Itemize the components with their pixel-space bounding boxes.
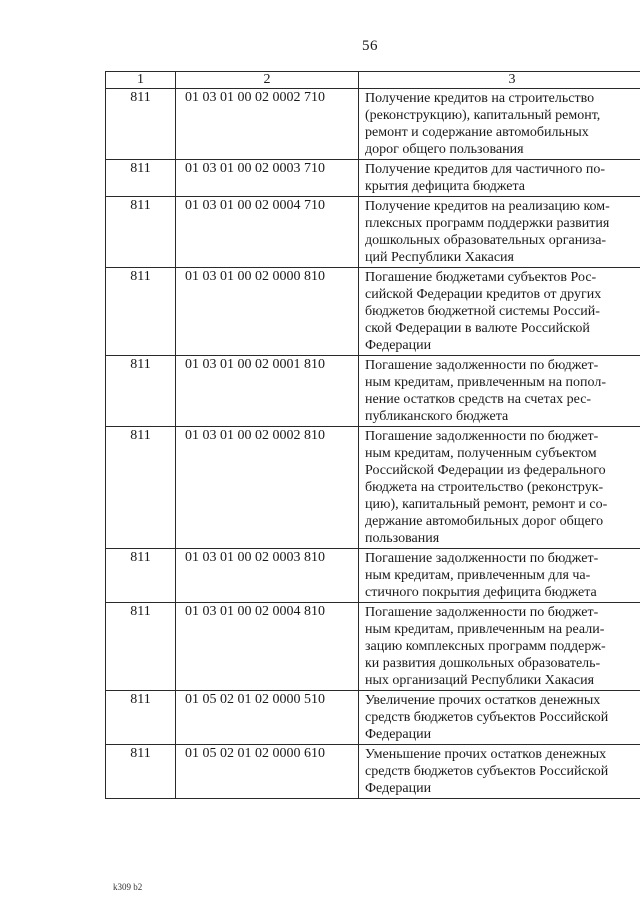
description-line: средств бюджетов субъектов Российской [365,710,609,725]
budget-code-cell: 01 05 02 01 02 0000 610 [176,745,359,799]
description-line: пользования [365,531,440,546]
description-line: Федерации [365,338,432,353]
table-row [106,691,640,745]
admin-code-cell: 811 [106,160,176,197]
description-line: крытия дефицита бюджета [365,179,526,194]
description-cell [359,197,640,268]
description-line: ным кредитам, полученным субъектом [365,446,597,461]
description-line: Погашение задолженности по бюджет- [365,358,599,373]
budget-code-cell: 01 03 01 00 02 0004 810 [176,603,359,691]
description-line: Федерации [365,727,432,742]
description-cell [359,603,640,691]
description-line: (реконструкцию), капитальный ремонт, [365,108,601,123]
description-cell [359,745,640,799]
admin-code-cell: 811 [106,745,176,799]
description-line: цию), капитальный ремонт, ремонт и со- [365,497,608,512]
table-body [106,89,640,799]
description-line: Погашение бюджетами субъектов Рос- [365,270,597,285]
budget-code-cell: 01 03 01 00 02 0000 810 [176,268,359,356]
description-line: Федерации [365,781,432,796]
admin-code-cell: 811 [106,427,176,549]
budget-code-cell: 01 03 01 00 02 0003 710 [176,160,359,197]
description-line: ным кредитам, привлеченным на попол- [365,375,606,390]
description-line: Уменьшение прочих остатков денежных [365,747,607,762]
description-line: ки развития дошкольных образователь- [365,656,601,671]
description-line: Погашение задолженности по бюджет- [365,551,599,566]
description-line: бюджета на строительство (реконструк- [365,480,604,495]
description-line: Получение кредитов на строительство [365,91,595,106]
table-header [106,72,640,89]
column-header-2: 2 [176,72,359,89]
description-line: дошкольных образовательных организа- [365,233,607,248]
admin-code-cell: 811 [106,549,176,603]
description-line: ных организаций Республики Хакасия [365,673,595,688]
table-row [106,745,640,799]
budget-code-cell: 01 03 01 00 02 0001 810 [176,356,359,427]
description-line: Российской Федерации из федерального [365,463,606,478]
table-row [106,549,640,603]
description-line: Получение кредитов для частичного по- [365,162,606,177]
description-line: плексных программ поддержки развития [365,216,610,231]
budget-code-cell: 01 03 01 00 02 0004 710 [176,197,359,268]
description-cell [359,427,640,549]
description-cell [359,691,640,745]
admin-code-cell: 811 [106,603,176,691]
description-cell [359,160,640,197]
description-cell [359,549,640,603]
table-row [106,89,640,160]
header-row [106,72,640,89]
table-row [106,197,640,268]
column-header-3: 3 [359,72,640,89]
description-cell [359,356,640,427]
admin-code-cell: 811 [106,356,176,427]
description-line: Увеличение прочих остатков денежных [365,693,601,708]
admin-code-cell: 811 [106,197,176,268]
description-line: дорог общего пользования [365,142,524,157]
description-line: ской Федерации в валюте Российской [365,321,590,336]
description-line: сийской Федерации кредитов от других [365,287,602,302]
description-line: бюджетов бюджетной системы Россий- [365,304,600,319]
description-line: зацию комплексных программ поддерж- [365,639,606,654]
description-line: Получение кредитов на реализацию ком- [365,199,610,214]
description-cell [359,268,640,356]
description-cell [359,89,640,160]
budget-code-cell: 01 03 01 00 02 0003 810 [176,549,359,603]
description-line: нение остатков средств на счетах рес- [365,392,592,407]
description-line: ций Республики Хакасия [365,250,514,265]
description-line: ным кредитам, привлеченным для ча- [365,568,591,583]
description-line: Погашение задолженности по бюджет- [365,429,599,444]
description-line: средств бюджетов субъектов Российской [365,764,609,779]
description-line: стичного покрытия дефицита бюджета [365,585,597,600]
budget-code-cell: 01 05 02 01 02 0000 510 [176,691,359,745]
description-line: держание автомобильных дорог общего [365,514,604,529]
table-row [106,603,640,691]
table-row [106,427,640,549]
description-line: Погашение задолженности по бюджет- [365,605,599,620]
page-number: 56 [362,38,378,54]
admin-code-cell: 811 [106,268,176,356]
description-line: ным кредитам, привлеченным на реали- [365,622,605,637]
table-row [106,356,640,427]
table-row [106,268,640,356]
admin-code-cell: 811 [106,691,176,745]
budget-code-cell: 01 03 01 00 02 0002 810 [176,427,359,549]
description-line: ремонт и содержание автомобильных [365,125,589,140]
description-line: публиканского бюджета [365,409,509,424]
budget-codes-table [105,71,640,799]
column-header-1: 1 [106,72,176,89]
admin-code-cell: 811 [106,89,176,160]
budget-code-cell: 01 03 01 00 02 0002 710 [176,89,359,160]
table-row [106,160,640,197]
footer-code: k309 b2 [113,882,143,892]
